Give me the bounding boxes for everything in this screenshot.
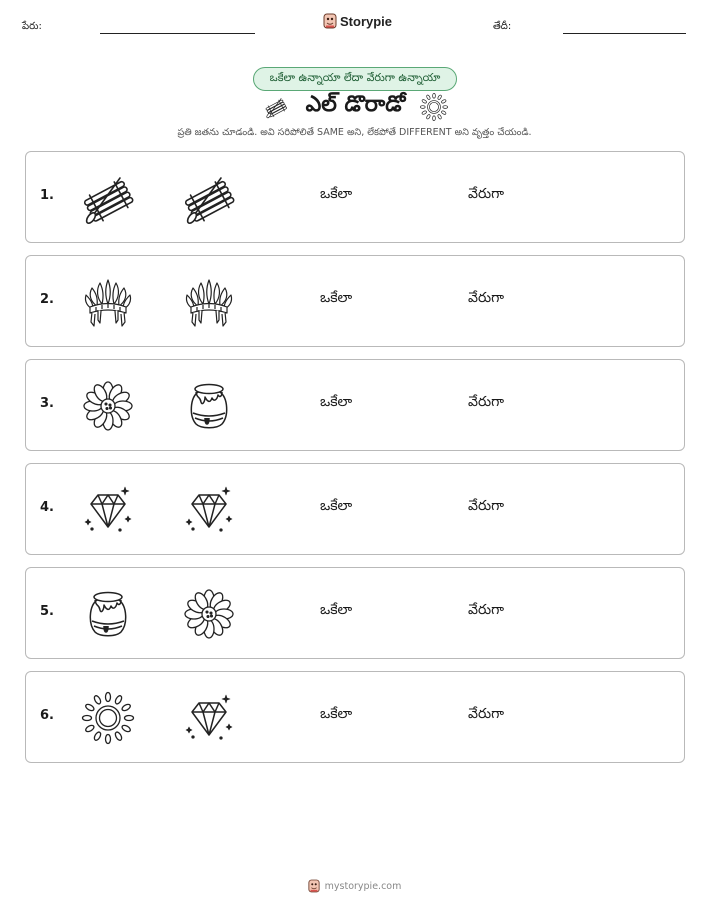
option-same[interactable]: ఒకేలా (320, 706, 353, 722)
option-different[interactable]: వేరుగా (468, 498, 504, 514)
question-number: 3. (40, 396, 54, 411)
footer (0, 879, 709, 893)
raft-icon (260, 95, 292, 119)
option-same[interactable]: ఒకేలా (320, 186, 353, 202)
subtitle-text: ఒకేలా ఉన్నాయా లేదా వేరుగా ఉన్నాయా (269, 71, 441, 84)
raft-icon (181, 170, 237, 226)
question-number: 4. (40, 500, 54, 515)
flower-icon (80, 378, 136, 434)
flower-icon (181, 586, 237, 642)
storypie-mascot-icon (323, 13, 337, 29)
instructions: ప్రతి జతను చూడండి. అవి సరిపోలితే SAME అని, లేకపోతే DIFFERENT అని వృత్తం చేయండి. (177, 127, 532, 138)
question-row-6 (25, 671, 685, 763)
option-different[interactable]: వేరుగా (468, 394, 504, 410)
option-different[interactable]: వేరుగా (468, 602, 504, 618)
headdress-icon (80, 274, 136, 330)
brand-logo (323, 13, 392, 29)
question-row-2 (25, 255, 685, 347)
page-title: ఎల్ డొరాడో (305, 92, 406, 117)
subtitle-pill (253, 67, 457, 91)
option-different[interactable]: వేరుగా (468, 706, 504, 722)
sun-icon (419, 92, 449, 122)
brand-name: Storypie (340, 13, 393, 29)
name-line[interactable] (100, 33, 255, 34)
question-number: 6. (40, 708, 54, 723)
pot-icon (181, 378, 237, 434)
question-number: 2. (40, 292, 54, 307)
option-same[interactable]: ఒకేలా (320, 290, 353, 306)
question-number: 1. (40, 188, 54, 203)
question-row-3 (25, 359, 685, 451)
headdress-icon (181, 274, 237, 330)
option-same[interactable]: ఒకేలా (320, 498, 353, 514)
sun-icon (80, 690, 136, 746)
diamond-icon (181, 690, 237, 746)
raft-icon (80, 170, 136, 226)
storypie-mascot-icon (308, 879, 320, 893)
date-line[interactable] (563, 33, 686, 34)
pot-icon (80, 586, 136, 642)
option-different[interactable]: వేరుగా (468, 186, 504, 202)
question-row-5 (25, 567, 685, 659)
option-different[interactable]: వేరుగా (468, 290, 504, 306)
name-label: పేరు: (22, 21, 42, 32)
option-same[interactable]: ఒకేలా (320, 602, 353, 618)
diamond-icon (80, 482, 136, 538)
worksheet-header (0, 0, 709, 50)
question-number: 5. (40, 604, 54, 619)
title-row (0, 92, 709, 122)
diamond-icon (181, 482, 237, 538)
footer-site[interactable]: mystorypie.com (324, 880, 402, 892)
option-same[interactable]: ఒకేలా (320, 394, 353, 410)
date-label: తేదీ: (493, 21, 512, 32)
question-row-4 (25, 463, 685, 555)
question-row-1 (25, 151, 685, 243)
